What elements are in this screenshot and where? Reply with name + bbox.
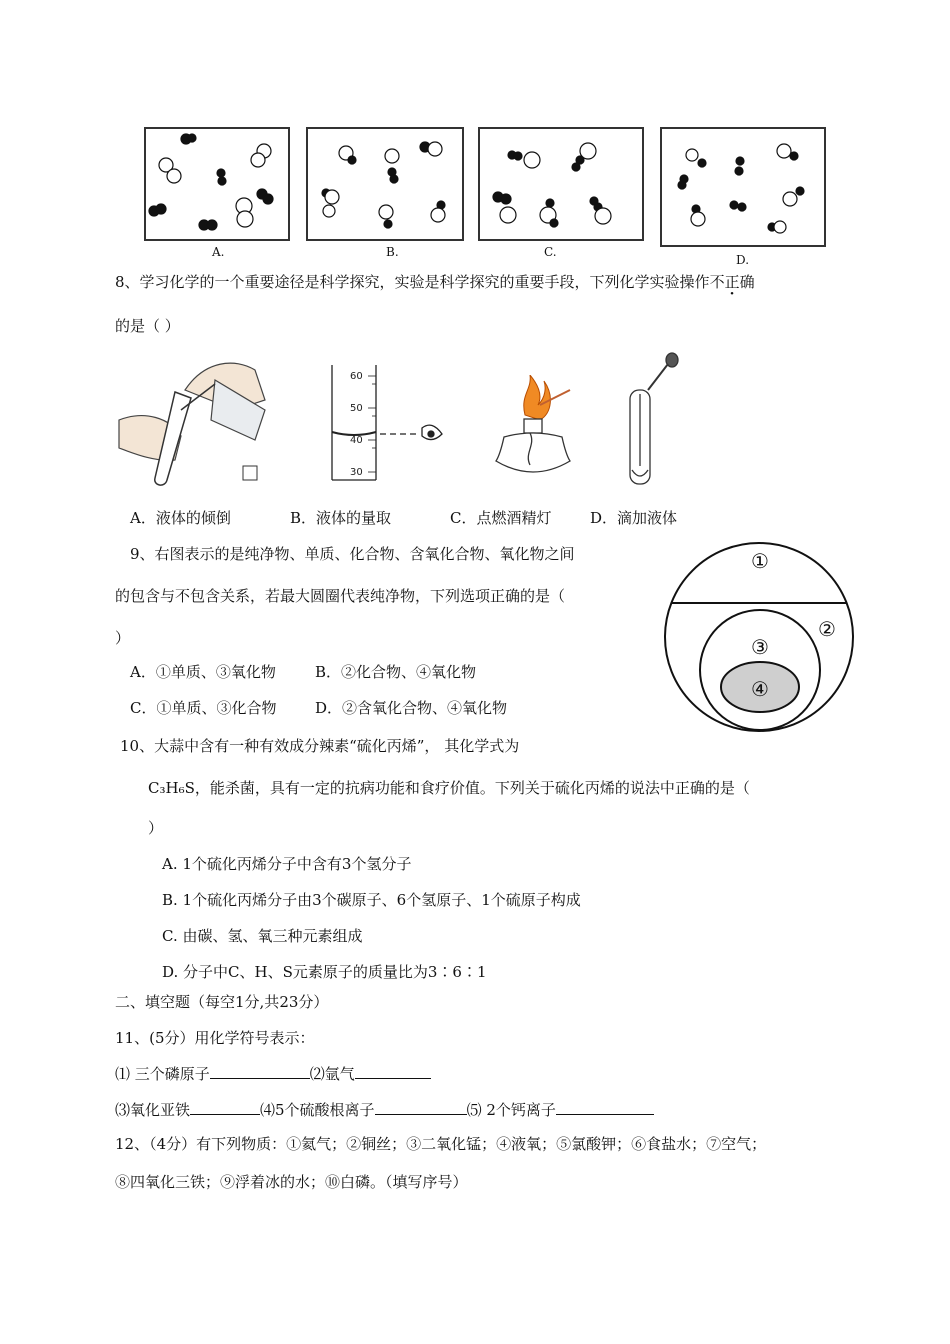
q10-option-d: D. 分子中C、H、S元素原子的质量比为3∶6∶1 [162, 963, 487, 981]
q11-blank2[interactable] [355, 1062, 431, 1079]
cylinder-tick-60: 60 [350, 371, 363, 382]
q9-option-a: A．①单质、③氧化物 [130, 663, 276, 681]
cylinder-tick-50: 50 [350, 403, 363, 414]
option-label-d: D. [736, 253, 750, 267]
q9-option-d: D．②含氧化合物、④氧化物 [315, 699, 508, 717]
option-label-b: B. [386, 245, 399, 259]
particle-box-a [144, 127, 290, 259]
q9-option-b: B．②化合物、④氧化物 [315, 663, 477, 681]
particle-box-b [306, 127, 464, 259]
option-label-c: C. [544, 245, 557, 259]
q10-formula: C₃H₆S [148, 779, 195, 797]
pouring-liquid-image [115, 350, 275, 490]
q11-part1: ⑴ 三个磷原子 [115, 1065, 210, 1083]
circle-label-1: ① [751, 549, 769, 573]
cylinder-tick-30: 30 [350, 467, 363, 478]
section-title: 二、填空题（每空1分,共23分） [115, 993, 329, 1011]
q9-option-c: C．①单质、③化合物 [130, 699, 277, 717]
graduated-cylinder-image [320, 360, 450, 485]
q10-option-b: B. 1个硫化丙烯分子由3个碳原子、6个氢原子、1个硫原子构成 [162, 891, 581, 909]
q12-line1: 12、（4分）有下列物质：①氦气；②铜丝；③二氧化锰；④液氧；⑤氯酸钾；⑥食盐水；⑦空气； [115, 1135, 767, 1153]
q11-blank4[interactable] [375, 1098, 467, 1115]
particle-diagram-d [662, 129, 824, 245]
q9-line2: 的包含与不包含关系，若最大圆圈代表纯净物，下列选项正确的是（ [115, 587, 566, 605]
q11-blank5[interactable] [556, 1098, 654, 1115]
q10-option-a: A. 1个硫化丙烯分子中含有3个氢分子 [162, 855, 412, 873]
particle-diagram-c [480, 129, 642, 239]
particle-box-d [660, 127, 826, 267]
q11-part2: ⑵氩气 [309, 1065, 355, 1083]
q11-row1 [115, 1062, 431, 1084]
q10-line3: ） [148, 819, 164, 837]
q10-line2-row [148, 778, 750, 798]
cylinder-tick-40: 40 [350, 435, 363, 446]
q8-stem-line1 [115, 272, 755, 292]
particle-diagram-b [308, 129, 462, 239]
q11-row2 [115, 1098, 654, 1120]
q11-part4: ⑷5个硫酸根离子 [260, 1101, 375, 1119]
q8-stem-line2: 的是（ ） [115, 317, 180, 335]
particle-diagram-a [146, 129, 288, 239]
q10-line2: ，能杀菌，具有一定的抗病功能和食疗价值。下列关于硫化丙烯的说法中正确的是（ [194, 779, 750, 797]
q8-option-a: A．液体的倾倒 [130, 509, 231, 527]
circle-label-2: ② [818, 617, 836, 641]
inclusion-circle-diagram [662, 540, 856, 734]
q8-option-b: B．液体的量取 [290, 509, 392, 527]
circle-label-3: ③ [751, 635, 769, 659]
particle-box-c [478, 127, 644, 259]
q8-stem-emphasis: 不正确 [709, 273, 755, 291]
q12-line2: ⑧四氧化三铁；⑨浮着冰的水；⑩白磷。（填写序号） [115, 1173, 468, 1191]
q8-option-d: D．滴加液体 [590, 509, 678, 527]
option-label-a: A. [212, 245, 225, 259]
q9-line3: ） [115, 629, 131, 647]
q11-part3: ⑶氧化亚铁 [115, 1101, 191, 1119]
dropper-image [620, 350, 680, 490]
q8-stem-text: 8、学习化学的一个重要途径是科学探究，实验是科学探究的重要手段，下列化学实验操作 [115, 273, 710, 291]
q11-blank3[interactable] [190, 1098, 260, 1115]
q10-option-c: C. 由碳、氢、氧三种元素组成 [162, 927, 363, 945]
circle-label-4: ④ [751, 677, 769, 701]
alcohol-lamp-image [480, 375, 590, 485]
q9-line1: 9、右图表示的是纯净物、单质、化合物、含氧化合物、氧化物之间 [130, 545, 575, 563]
q8-option-c: C．点燃酒精灯 [450, 509, 552, 527]
q10-line1: 10、大蒜中含有一种有效成分辣素“硫化丙烯”， 其化学式为 [120, 737, 520, 755]
q11-stem: 11、(5分）用化学符号表示： [115, 1029, 315, 1047]
q11-blank1[interactable] [210, 1062, 310, 1079]
q11-part5: ⑸ 2个钙离子 [466, 1101, 556, 1119]
